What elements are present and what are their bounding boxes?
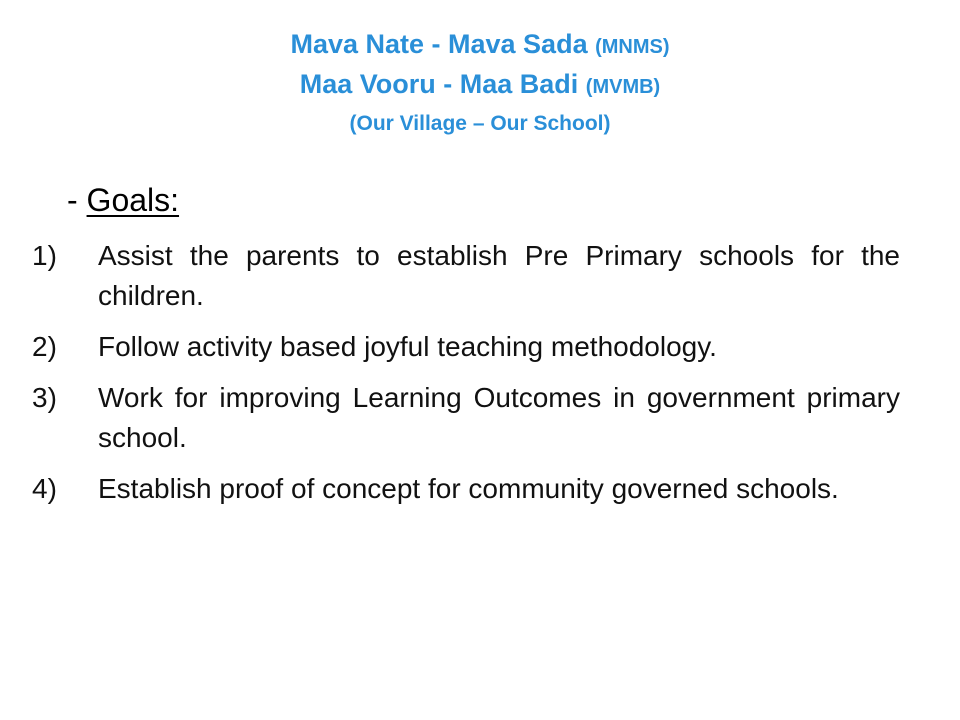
slide-title — [60, 26, 900, 142]
list-item-number: 2) — [32, 331, 57, 362]
list-item-number: 4) — [32, 473, 57, 504]
goals-list — [32, 236, 900, 520]
title-line-2-abbr: (MVMB) — [585, 76, 661, 98]
title-line-2-main: Maa Vooru - Maa Badi — [299, 69, 586, 99]
list-item-text: Follow activity based joyful teaching methodology. — [98, 331, 717, 362]
title-line-2 — [60, 66, 900, 106]
list-item — [32, 327, 900, 367]
goals-heading — [67, 178, 179, 222]
list-item-number: 3) — [32, 382, 57, 413]
title-line-1-abbr: (MNMS) — [595, 36, 670, 58]
goals-label: Goals: — [86, 182, 180, 218]
title-line-1-main: Mava Nate - Mava Sada — [290, 29, 596, 59]
list-item-text: Assist the parents to establish Pre Primary schools for the children. — [98, 240, 900, 311]
list-item — [32, 378, 900, 458]
goals-prefix: - — [67, 182, 87, 218]
list-item — [32, 236, 900, 316]
list-item — [32, 469, 900, 509]
title-line-1 — [60, 26, 900, 66]
list-item-text: Establish proof of concept for community governed schools. — [98, 473, 839, 504]
list-item-number: 1) — [32, 240, 57, 271]
list-item-text: Work for improving Learning Outcomes in government primary school. — [98, 382, 900, 453]
title-line-3: (Our Village – Our School) — [349, 112, 611, 135]
